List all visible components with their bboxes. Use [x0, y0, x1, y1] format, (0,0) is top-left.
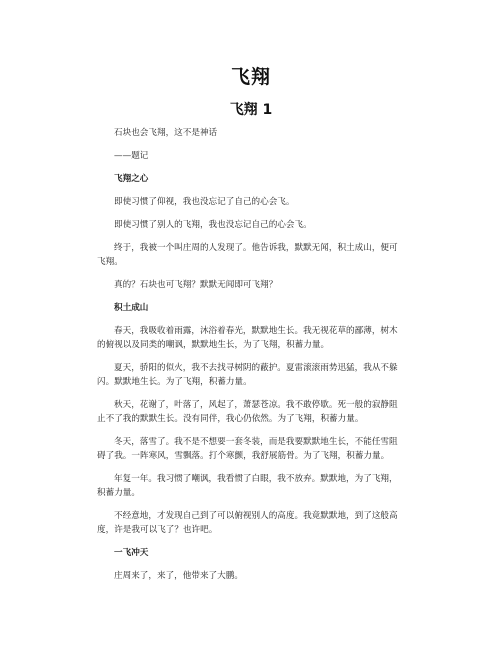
paragraph: 秋天，花谢了，叶落了，风起了，萧瑟苍凉。我不敢停歇。死一般的寂静阻止不了我的默默生长。没有同伴，我心仍依然。为了飞翔，积蓄力量。 — [97, 400, 398, 424]
paragraph: 冬天，落雪了。我不是不想要一套冬装，而是我要默默地生长，不能任雪阻碍了我。一阵寒风，雪飘落。打个寒颤，我舒展筋骨。为了飞翔，积蓄力量。 — [97, 437, 398, 461]
paragraph: 终于，我被一个叫庄周的人发现了。他告诉我，默默无闻，积土成山，便可飞翔。 — [97, 243, 398, 267]
paragraph: 庄周来了，来了，他带来了大鹏。 — [114, 571, 243, 581]
page-title: 飞翔 — [230, 66, 271, 88]
paragraph: 即使习惯了别人的飞翔，我也没忘记自己的心会飞。 — [114, 220, 312, 230]
document-body — [97, 126, 402, 592]
paragraph: 即使习惯了仰视，我也没忘记了自己的心会飞。 — [114, 197, 295, 207]
paragraph: ——题记 — [114, 151, 149, 161]
section-title: 飞翔 1 — [229, 102, 273, 118]
paragraph: 真的？石块也可飞翔？默默无闻即可飞翔？ — [114, 280, 278, 290]
section-heading: 飞翔之心 — [114, 174, 149, 184]
paragraph: 不经意地，才发现自己到了可以俯视别人的高度。我竟默默地，到了这般高度，许是我可以飞了？也许吧。 — [97, 511, 398, 535]
section-heading: 积土成山 — [114, 303, 149, 313]
paragraph: 夏天，骄阳的似火，我不去找寻树阴的蔽护。夏雷滚滚雨势迅猛，我从不躲闪。默默地生长。为了飞翔，积蓄力量。 — [97, 363, 398, 387]
paragraph: 石块也会飞翔，这不是神话 — [114, 128, 218, 138]
paragraph: 年复一年。我习惯了嘲讽，我看惯了白眼，我不放弃。默默地，为了飞翔，积蓄力量。 — [97, 474, 398, 498]
paragraph: 春天，我吸收着雨露，沐浴着春光，默默地生长。我无视花草的鄙薄，树木的俯视以及同类的嘲讽，默默地生长，为了飞翔，积蓄力量。 — [97, 326, 398, 350]
section-heading: 一飞冲天 — [114, 548, 149, 558]
